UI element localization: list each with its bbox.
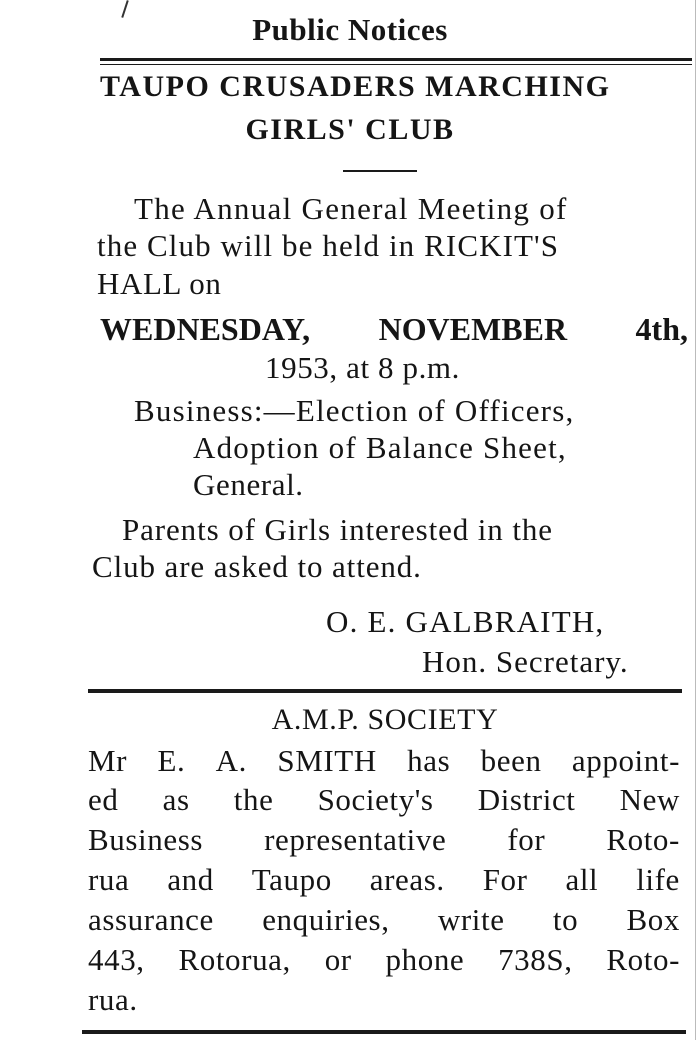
word: ed bbox=[88, 782, 119, 817]
para1-line1: The Annual General Meeting of bbox=[134, 191, 568, 226]
date-day: WEDNESDAY, bbox=[100, 311, 311, 347]
word: areas. bbox=[369, 862, 445, 897]
word: phone bbox=[385, 942, 465, 977]
word: Mr bbox=[88, 743, 128, 778]
section-title: Public Notices bbox=[252, 12, 448, 47]
word: representative bbox=[264, 822, 447, 857]
signatory-name: O. E. GALBRAITH, bbox=[326, 604, 605, 639]
word: assurance bbox=[88, 902, 214, 937]
word: District bbox=[477, 782, 576, 817]
word: the bbox=[233, 782, 274, 817]
bottom-separator bbox=[82, 1030, 686, 1034]
word: Society's bbox=[317, 782, 434, 817]
word: Box bbox=[626, 902, 680, 937]
word: A. bbox=[215, 743, 248, 778]
notice-title-line2: GIRLS' CLUB bbox=[245, 113, 455, 146]
notice-line1 bbox=[88, 743, 680, 779]
notice-title: A.M.P. SOCIETY bbox=[271, 703, 499, 736]
word: Taupo bbox=[251, 862, 332, 897]
meeting-time: 1953, at 8 p.m. bbox=[265, 350, 460, 385]
business-line1: Business:—Election of Officers, bbox=[134, 393, 575, 428]
para1-line2: the Club will be held in RICKIT'S bbox=[97, 228, 560, 263]
word: appoint- bbox=[571, 743, 680, 778]
word: write bbox=[437, 902, 505, 937]
header-rule-thick bbox=[100, 58, 692, 61]
word: all bbox=[565, 862, 599, 897]
word: Roto- bbox=[606, 942, 680, 977]
word: E. bbox=[157, 743, 186, 778]
date-num: 4th, bbox=[635, 311, 688, 347]
word: Rotorua, bbox=[178, 942, 291, 977]
word: rua bbox=[88, 862, 130, 897]
word: Business bbox=[88, 822, 204, 857]
business-line3: General. bbox=[193, 467, 304, 502]
word: been bbox=[480, 743, 542, 778]
word: for bbox=[507, 822, 546, 857]
word: 443, bbox=[88, 942, 145, 977]
para2-line1: Parents of Girls interested in the bbox=[122, 512, 553, 547]
header-rule-thin bbox=[100, 64, 692, 65]
notice-line2 bbox=[88, 782, 680, 818]
word: or bbox=[324, 942, 352, 977]
word: For bbox=[482, 862, 528, 897]
business-line2: Adoption of Balance Sheet, bbox=[193, 430, 567, 465]
date-month: NOVEMBER bbox=[378, 311, 568, 347]
word: to bbox=[552, 902, 579, 937]
word: has bbox=[407, 743, 451, 778]
notice-title-line1 bbox=[100, 70, 690, 104]
word: 738S, bbox=[498, 942, 573, 977]
signatory-title: Hon. Secretary. bbox=[422, 644, 629, 679]
column-edge bbox=[695, 0, 696, 1040]
notice-line6 bbox=[88, 942, 680, 978]
meeting-date bbox=[100, 311, 688, 348]
title-divider bbox=[343, 170, 417, 172]
notice-line5 bbox=[88, 902, 680, 938]
title-text: TAUPO CRUSADERS MARCHING bbox=[100, 70, 611, 103]
word: as bbox=[162, 782, 190, 817]
word: SMITH bbox=[277, 743, 377, 778]
word: Roto- bbox=[606, 822, 680, 857]
word: New bbox=[619, 782, 680, 817]
notice-line4 bbox=[88, 862, 680, 898]
notice-line7: rua. bbox=[88, 982, 138, 1017]
notice-line3 bbox=[88, 822, 680, 858]
word: enquiries, bbox=[262, 902, 390, 937]
word: and bbox=[167, 862, 214, 897]
para1-line3: HALL on bbox=[97, 266, 222, 301]
notice-separator bbox=[88, 689, 682, 693]
word: life bbox=[636, 862, 680, 897]
para2-line2: Club are asked to attend. bbox=[92, 549, 422, 584]
